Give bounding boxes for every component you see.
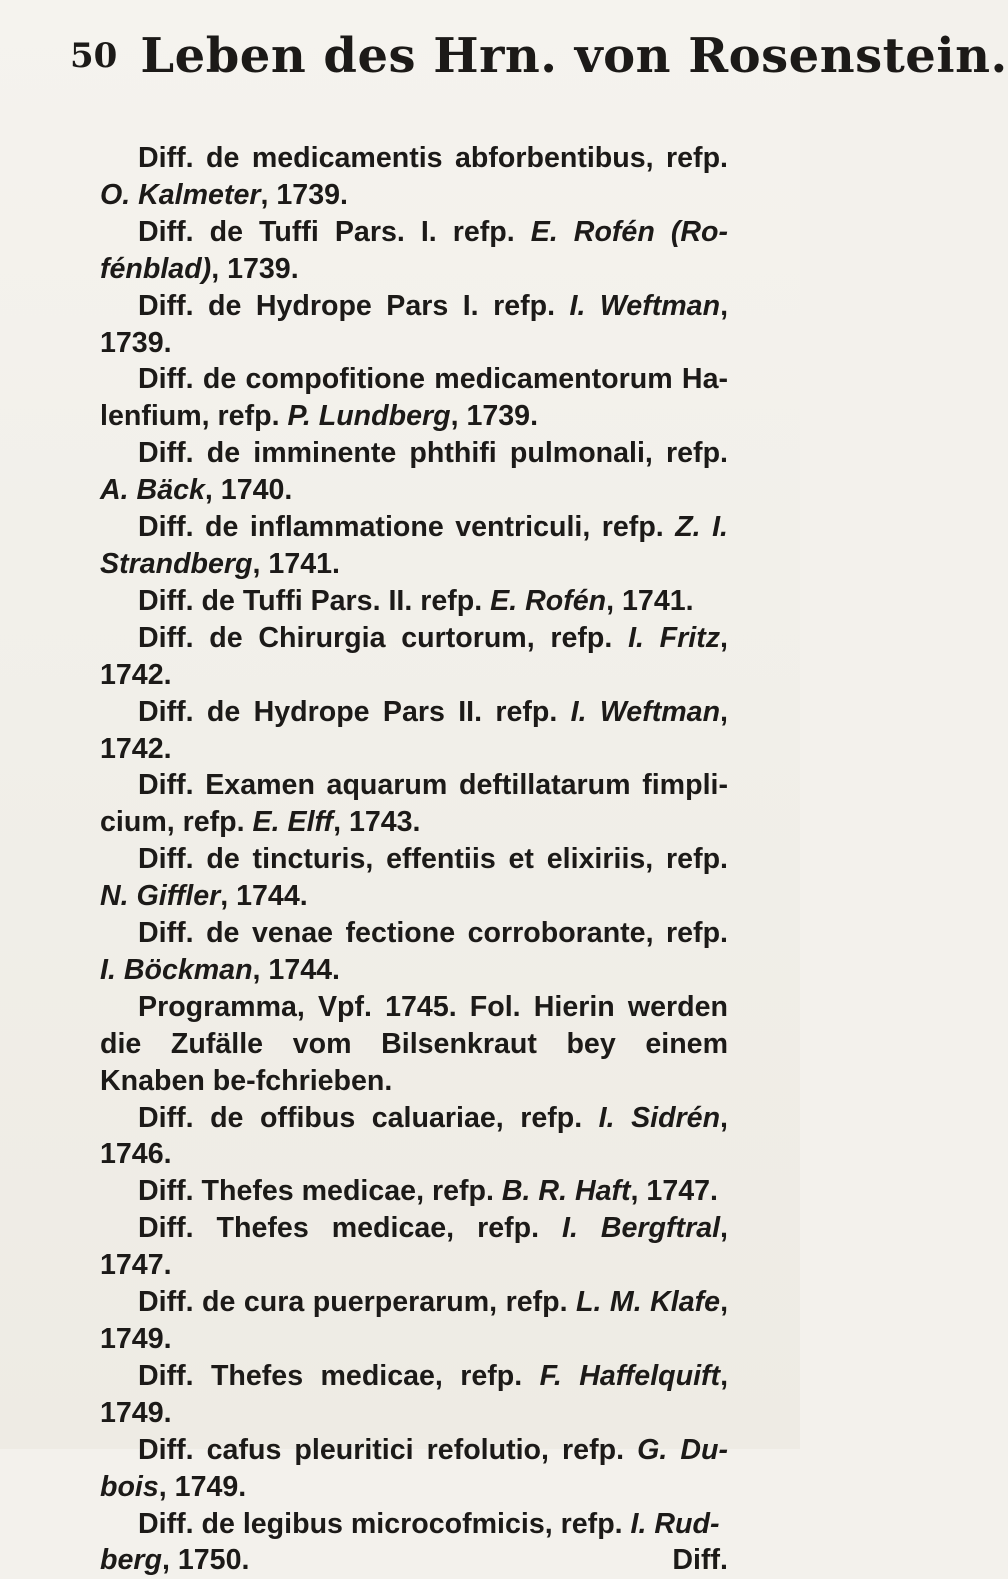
respondent-name: I. Fritz [628, 621, 721, 654]
respondent-name: A. Bäck [100, 474, 205, 507]
respondent-name: I. Böckman [100, 953, 253, 986]
page-number: 50 [70, 36, 118, 76]
list-item: Diff. de Hydrope Pars II. refp. I. Weftman, 1742. [100, 695, 728, 765]
last-line: berg, 1750. Diff. [100, 1542, 728, 1579]
respondent-name: F. Haffelquift [539, 1359, 721, 1392]
catchword: Diff. [672, 1544, 728, 1577]
respondent-name-continued: berg [100, 1544, 162, 1577]
list-item: Diff. de legibus microcofmicis, refp. I. Rud- [138, 1507, 720, 1540]
list-item: Diff. Thefes medicae, refp. B. R. Haft, 1747. [138, 1175, 718, 1208]
list-item: Diff. de offibus caluariae, refp. I. Sidrén, 1746. [100, 1101, 728, 1171]
respondent-name: E. Rofén [490, 584, 607, 617]
respondent-name: P. Lundberg [287, 400, 451, 433]
respondent-name: Z. I. Strandberg [100, 511, 728, 580]
respondent-name: O. Kalmeter [100, 178, 261, 211]
list-item: Diff. de imminente phthifi pulmonali, refp. A. Bäck, 1740. [100, 437, 728, 507]
list-item: Diff. cafus pleuritici refolutio, refp. G. Du-bois, 1749. [100, 1433, 728, 1503]
list-item: Diff. Thefes medicae, refp. I. Bergftral, 1747. [100, 1212, 728, 1282]
respondent-name: I. Sidrén [598, 1101, 721, 1134]
list-item: Diff. de Chirurgia curtorum, refp. I. Fritz, 1742. [100, 621, 728, 691]
respondent-name: I. Weftman [570, 695, 721, 728]
dissertation-list [100, 140, 728, 1579]
respondent-name: E. Rofén (Ro-fénblad) [100, 215, 728, 285]
list-item: Diff. de Tuffi Pars. II. refp. E. Rofén, 1741. [138, 584, 694, 617]
list-item: Diff. de Tuffi Pars. I. refp. E. Rofén (Ro-fénblad), 1739. [100, 215, 728, 285]
respondent-name: I. Weftman [569, 289, 721, 322]
respondent-name: B. R. Haft [501, 1175, 631, 1208]
respondent-name: E. Elff [252, 806, 334, 839]
respondent-name: I. Bergftral [562, 1212, 721, 1245]
respondent-name: N. Giffler [100, 880, 221, 913]
list-item: Diff. Examen aquarum deftillatarum fimpli-cium, refp. E. Elff, 1743. [100, 769, 728, 839]
programma-entry: Programma, Vpf. 1745. Fol. Hierin werden die Zufälle vom Bilsenkraut bey einem Knaben be-fchrieben. [100, 990, 728, 1097]
list-item: Diff. de medicamentis abforbentibus, refp. O. Kalmeter, 1739. [100, 142, 728, 211]
running-head: Leben des Hrn. von Rosenstein. [140, 28, 1008, 84]
respondent-name: G. Du-bois [100, 1433, 728, 1503]
respondent-name: I. Rud- [630, 1507, 720, 1540]
list-item: Diff. de venae fectione corroborante, refp. I. Böckman, 1744. [100, 917, 728, 986]
list-item: Diff. Thefes medicae, refp. F. Haffelquift, 1749. [100, 1359, 729, 1429]
page-header [70, 28, 1008, 108]
list-item: Diff. de tincturis, effentiis et elixiriis, refp. N. Giffler, 1744. [100, 843, 728, 913]
list-item: Diff. de Hydrope Pars I. refp. I. Weftman, 1739. [100, 289, 729, 359]
list-item: Diff. de cura puerperarum, refp. L. M. Klafe, 1749. [100, 1286, 729, 1355]
list-item: Diff. de inflammatione ventriculi, refp. Z. I. Strandberg, 1741. [100, 511, 728, 580]
list-item: Diff. de compofitione medicamentorum Ha-lenfium, refp. P. Lundberg, 1739. [100, 363, 728, 433]
respondent-name: L. M. Klafe [576, 1286, 721, 1319]
